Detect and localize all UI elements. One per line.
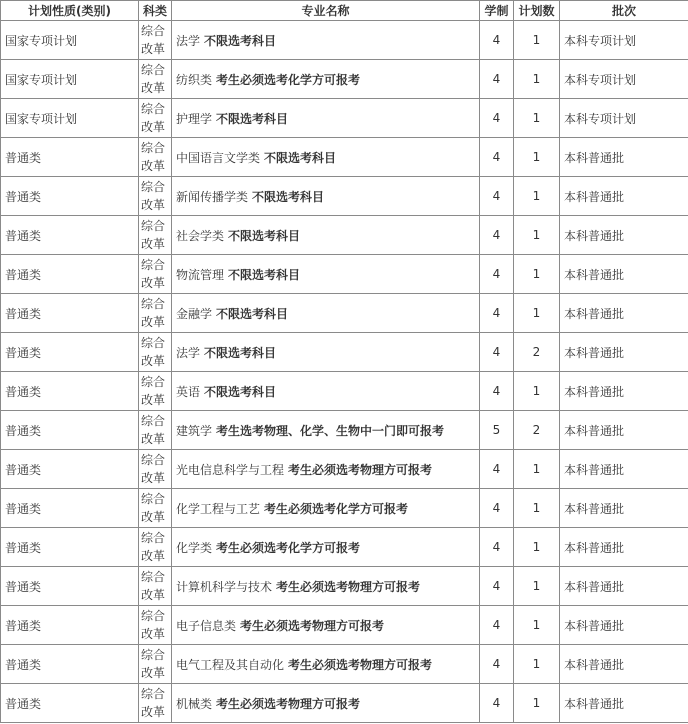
category-cell xyxy=(139,138,172,177)
category-line-1: 综合 xyxy=(141,492,166,506)
batch-cell: 本科专项计划 xyxy=(560,60,688,99)
plan-count-cell: 1 xyxy=(514,606,560,645)
table-body xyxy=(1,21,688,723)
category-line-1: 综合 xyxy=(141,180,166,194)
plan-count-cell: 1 xyxy=(514,60,560,99)
major-name: 纺织类 xyxy=(176,72,213,87)
plan-count-cell: 1 xyxy=(514,138,560,177)
major-name: 英语 xyxy=(176,384,201,399)
plan-count-cell: 1 xyxy=(514,216,560,255)
category-line-1: 综合 xyxy=(141,219,166,233)
plan-type-cell: 普通类 xyxy=(1,489,139,528)
header-major-name: 专业名称 xyxy=(172,1,480,21)
years-cell: 4 xyxy=(480,528,514,567)
category-cell xyxy=(139,489,172,528)
major-name: 机械类 xyxy=(176,696,213,711)
major-cell xyxy=(172,567,480,606)
years-cell: 4 xyxy=(480,645,514,684)
years-cell: 4 xyxy=(480,294,514,333)
category-line-1: 综合 xyxy=(141,258,166,272)
plan-count-cell: 1 xyxy=(514,528,560,567)
plan-type-cell: 普通类 xyxy=(1,684,139,723)
batch-cell: 本科普通批 xyxy=(560,216,688,255)
category-line-2: 改革 xyxy=(141,237,166,251)
table-row xyxy=(1,294,688,333)
years-cell: 4 xyxy=(480,138,514,177)
plan-type-cell: 普通类 xyxy=(1,528,139,567)
category-cell xyxy=(139,294,172,333)
batch-cell: 本科普通批 xyxy=(560,138,688,177)
category-line-2: 改革 xyxy=(141,588,166,602)
plan-type-cell: 普通类 xyxy=(1,177,139,216)
years-cell: 4 xyxy=(480,177,514,216)
plan-count-cell: 1 xyxy=(514,567,560,606)
table-row xyxy=(1,684,688,723)
category-cell xyxy=(139,21,172,60)
batch-cell: 本科普通批 xyxy=(560,294,688,333)
major-name: 计算机科学与技术 xyxy=(176,579,273,594)
batch-cell: 本科普通批 xyxy=(560,684,688,723)
category-line-2: 改革 xyxy=(141,510,166,524)
batch-cell: 本科普通批 xyxy=(560,489,688,528)
major-cell xyxy=(172,60,480,99)
batch-cell: 本科普通批 xyxy=(560,450,688,489)
category-line-2: 改革 xyxy=(141,120,166,134)
batch-cell: 本科普通批 xyxy=(560,606,688,645)
category-line-1: 综合 xyxy=(141,297,166,311)
header-category: 科类 xyxy=(139,1,172,21)
subject-requirement: 考生必须选考物理方可报考 xyxy=(288,462,433,477)
plan-count-cell: 1 xyxy=(514,489,560,528)
subject-requirement: 不限选考科目 xyxy=(216,111,289,126)
years-cell: 4 xyxy=(480,684,514,723)
table-row xyxy=(1,138,688,177)
table-row xyxy=(1,99,688,138)
category-cell xyxy=(139,684,172,723)
major-cell xyxy=(172,372,480,411)
plan-type-cell: 普通类 xyxy=(1,255,139,294)
table-row xyxy=(1,606,688,645)
category-cell xyxy=(139,216,172,255)
years-cell: 4 xyxy=(480,567,514,606)
major-cell xyxy=(172,606,480,645)
major-cell xyxy=(172,294,480,333)
major-name: 护理学 xyxy=(176,111,213,126)
category-cell xyxy=(139,255,172,294)
category-line-1: 综合 xyxy=(141,375,166,389)
table-row xyxy=(1,60,688,99)
category-line-1: 综合 xyxy=(141,648,166,662)
category-line-1: 综合 xyxy=(141,570,166,584)
category-line-1: 综合 xyxy=(141,609,166,623)
category-line-1: 综合 xyxy=(141,687,166,701)
years-cell: 4 xyxy=(480,99,514,138)
category-line-2: 改革 xyxy=(141,393,166,407)
table-row xyxy=(1,411,688,450)
major-cell xyxy=(172,333,480,372)
table-row xyxy=(1,528,688,567)
subject-requirement: 考生必须选考化学方可报考 xyxy=(216,540,361,555)
category-line-2: 改革 xyxy=(141,705,166,719)
table-row xyxy=(1,255,688,294)
subject-requirement: 不限选考科目 xyxy=(204,384,277,399)
subject-requirement: 考生必须选考物理方可报考 xyxy=(288,657,433,672)
plan-count-cell: 1 xyxy=(514,684,560,723)
years-cell: 4 xyxy=(480,372,514,411)
major-cell xyxy=(172,684,480,723)
category-cell xyxy=(139,333,172,372)
batch-cell: 本科普通批 xyxy=(560,411,688,450)
years-cell: 5 xyxy=(480,411,514,450)
plan-count-cell: 2 xyxy=(514,333,560,372)
major-cell xyxy=(172,255,480,294)
plan-type-cell: 普通类 xyxy=(1,294,139,333)
category-line-2: 改革 xyxy=(141,354,166,368)
major-cell xyxy=(172,138,480,177)
category-cell xyxy=(139,60,172,99)
category-cell xyxy=(139,606,172,645)
category-cell xyxy=(139,528,172,567)
plan-type-cell: 普通类 xyxy=(1,411,139,450)
category-line-2: 改革 xyxy=(141,315,166,329)
subject-requirement: 不限选考科目 xyxy=(204,345,277,360)
category-line-1: 综合 xyxy=(141,63,166,77)
major-name: 电子信息类 xyxy=(176,618,237,633)
plan-type-cell: 普通类 xyxy=(1,606,139,645)
major-cell xyxy=(172,99,480,138)
category-line-1: 综合 xyxy=(141,336,166,350)
category-cell xyxy=(139,99,172,138)
subject-requirement: 不限选考科目 xyxy=(216,306,289,321)
header-years: 学制 xyxy=(480,1,514,21)
plan-type-cell: 国家专项计划 xyxy=(1,21,139,60)
plan-type-cell: 国家专项计划 xyxy=(1,99,139,138)
plan-count-cell: 1 xyxy=(514,177,560,216)
subject-requirement: 考生必须选考物理方可报考 xyxy=(216,696,361,711)
batch-cell: 本科普通批 xyxy=(560,333,688,372)
plan-count-cell: 1 xyxy=(514,645,560,684)
plan-type-cell: 普通类 xyxy=(1,645,139,684)
table-header-row xyxy=(1,1,688,21)
major-cell xyxy=(172,450,480,489)
plan-type-cell: 普通类 xyxy=(1,138,139,177)
category-line-2: 改革 xyxy=(141,198,166,212)
years-cell: 4 xyxy=(480,606,514,645)
major-name: 新闻传播学类 xyxy=(176,189,249,204)
major-name: 社会学类 xyxy=(176,228,225,243)
years-cell: 4 xyxy=(480,216,514,255)
years-cell: 4 xyxy=(480,333,514,372)
category-cell xyxy=(139,372,172,411)
major-name: 金融学 xyxy=(176,306,213,321)
subject-requirement: 不限选考科目 xyxy=(252,189,325,204)
subject-requirement: 考生选考物理、化学、生物中一门即可报考 xyxy=(216,423,445,438)
plan-count-cell: 1 xyxy=(514,99,560,138)
subject-requirement: 不限选考科目 xyxy=(204,33,277,48)
header-batch: 批次 xyxy=(560,1,688,21)
table-row xyxy=(1,21,688,60)
category-cell xyxy=(139,567,172,606)
years-cell: 4 xyxy=(480,60,514,99)
subject-requirement: 不限选考科目 xyxy=(228,267,301,282)
subject-requirement: 不限选考科目 xyxy=(228,228,301,243)
table-row xyxy=(1,567,688,606)
years-cell: 4 xyxy=(480,450,514,489)
category-line-1: 综合 xyxy=(141,531,166,545)
major-name: 法学 xyxy=(176,33,201,48)
plan-count-cell: 1 xyxy=(514,21,560,60)
category-cell xyxy=(139,411,172,450)
major-cell xyxy=(172,216,480,255)
major-cell xyxy=(172,21,480,60)
plan-count-cell: 1 xyxy=(514,294,560,333)
table-row xyxy=(1,216,688,255)
category-line-1: 综合 xyxy=(141,102,166,116)
subject-requirement: 不限选考科目 xyxy=(264,150,337,165)
major-name: 建筑学 xyxy=(176,423,213,438)
major-name: 光电信息科学与工程 xyxy=(176,462,285,477)
category-line-2: 改革 xyxy=(141,549,166,563)
batch-cell: 本科普通批 xyxy=(560,645,688,684)
table-row xyxy=(1,645,688,684)
subject-requirement: 考生必须选考物理方可报考 xyxy=(276,579,421,594)
plan-count-cell: 1 xyxy=(514,255,560,294)
major-name: 物流管理 xyxy=(176,267,225,282)
table-row xyxy=(1,333,688,372)
batch-cell: 本科普通批 xyxy=(560,567,688,606)
table-row xyxy=(1,489,688,528)
plan-type-cell: 普通类 xyxy=(1,216,139,255)
category-line-2: 改革 xyxy=(141,666,166,680)
category-line-2: 改革 xyxy=(141,627,166,641)
category-line-2: 改革 xyxy=(141,471,166,485)
batch-cell: 本科普通批 xyxy=(560,177,688,216)
major-name: 电气工程及其自动化 xyxy=(176,657,285,672)
category-line-2: 改革 xyxy=(141,432,166,446)
plan-count-cell: 1 xyxy=(514,450,560,489)
major-name: 法学 xyxy=(176,345,201,360)
batch-cell: 本科普通批 xyxy=(560,255,688,294)
years-cell: 4 xyxy=(480,489,514,528)
plan-type-cell: 普通类 xyxy=(1,333,139,372)
category-line-2: 改革 xyxy=(141,81,166,95)
major-name: 中国语言文学类 xyxy=(176,150,261,165)
plan-type-cell: 普通类 xyxy=(1,372,139,411)
subject-requirement: 考生必须选考化学方可报考 xyxy=(264,501,409,516)
table-row xyxy=(1,177,688,216)
batch-cell: 本科专项计划 xyxy=(560,21,688,60)
table-row xyxy=(1,372,688,411)
subject-requirement: 考生必须选考化学方可报考 xyxy=(216,72,361,87)
plan-type-cell: 国家专项计划 xyxy=(1,60,139,99)
category-cell xyxy=(139,645,172,684)
category-line-2: 改革 xyxy=(141,276,166,290)
batch-cell: 本科普通批 xyxy=(560,528,688,567)
plan-count-cell: 1 xyxy=(514,372,560,411)
plan-type-cell: 普通类 xyxy=(1,567,139,606)
batch-cell: 本科普通批 xyxy=(560,372,688,411)
category-line-1: 综合 xyxy=(141,141,166,155)
major-cell xyxy=(172,411,480,450)
batch-cell: 本科专项计划 xyxy=(560,99,688,138)
category-line-1: 综合 xyxy=(141,453,166,467)
major-name: 化学类 xyxy=(176,540,213,555)
plan-type-cell: 普通类 xyxy=(1,450,139,489)
major-name: 化学工程与工艺 xyxy=(176,501,261,516)
header-plan-count: 计划数 xyxy=(514,1,560,21)
years-cell: 4 xyxy=(480,255,514,294)
years-cell: 4 xyxy=(480,21,514,60)
table-row xyxy=(1,450,688,489)
major-cell xyxy=(172,645,480,684)
category-cell xyxy=(139,450,172,489)
category-line-1: 综合 xyxy=(141,414,166,428)
plan-count-cell: 2 xyxy=(514,411,560,450)
major-cell xyxy=(172,489,480,528)
category-line-1: 综合 xyxy=(141,24,166,38)
major-cell xyxy=(172,177,480,216)
header-plan-type: 计划性质(类别) xyxy=(1,1,139,21)
category-line-2: 改革 xyxy=(141,159,166,173)
subject-requirement: 考生必须选考物理方可报考 xyxy=(240,618,385,633)
major-cell xyxy=(172,528,480,567)
category-line-2: 改革 xyxy=(141,42,166,56)
category-cell xyxy=(139,177,172,216)
